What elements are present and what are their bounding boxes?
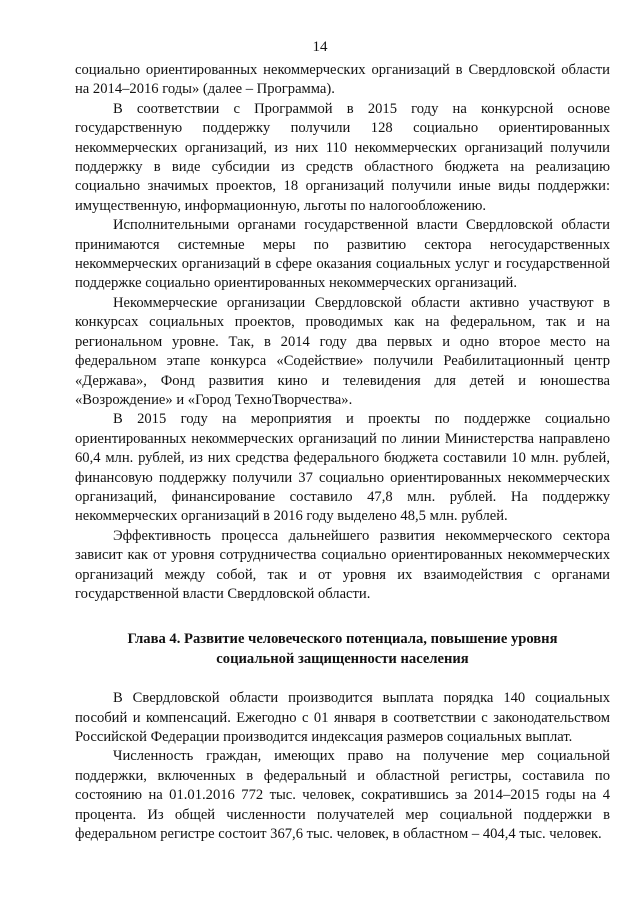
paragraph-contests: Некоммерческие организации Свердловской области активно участвуют в конкурсах социальных проектов, проводимых как на федеральном, так и на региональном уровне. Так, в 2014 году два первых и одно второе место на федеральном этапе конкурса «Содействие» получили Реабилитационный центр «Держава», Фонд развития кино и телевидения для детей и юношества «Возрождение» и «Город ТехноТворчества».	[75, 294, 610, 408]
paragraph-continuation: социально ориентированных некоммерческих организаций в Свердловской области на 2014–2016 годы» (далее – Программа).	[75, 62, 610, 98]
chapter-heading-line-1: Глава 4. Развитие человеческого потенциала, повышение уровня	[127, 631, 558, 648]
chapter-heading-line-2: социальной защищенности населения	[216, 650, 469, 667]
section-before-chapter	[75, 61, 610, 604]
paragraph-funding-2015: В 2015 году на мероприятия и проекты по поддержке социально ориентированных некоммерческих организаций по линии Министерства направлено 60,4 млн. рублей, из них средства федерального бюджета составили 10 млн. рублей, финансовую поддержку получили 37 социально ориентированных некоммерческих организаций, финансирование составило 47,8 млн. рублей. На поддержку некоммерческих организаций в 2016 году выделено 48,5 млн. рублей.	[75, 411, 610, 525]
chapter-heading	[75, 630, 610, 669]
paragraph-social-payments: В Свердловской области производится выплата порядка 140 социальных пособий и компенсаций. Ежегодно с 01 января в соответствии с законодательством Российской Федерации производится индексация размеров социальных выплат.	[75, 690, 610, 745]
page-number: 14	[312, 39, 328, 55]
paragraph-efficiency: Эффективность процесса дальнейшего развития некоммерческого сектора зависит как от уровня сотрудничества социально ориентированных некоммерческих организаций между собой, так и от уровня их взаимодействия с органами государственной власти Свердловской области.	[75, 527, 610, 602]
paragraph-executive-bodies: Исполнительными органами государственной власти Свердловской области принимаются системные меры по развитию сектора негосударственных некоммерческих организаций в сфере оказания социальных услуг и государственной поддержке социально ориентированных некоммерческих организаций.	[75, 217, 610, 292]
document-body	[75, 61, 610, 844]
paragraph-registry-numbers: Численность граждан, имеющих право на получение мер социальной поддержки, включенных в федеральный и областной регистры, составила по состоянию на 01.01.2016 772 тыс. человек, сократившись за 2014–2015 годы на 4 процента. Из общей численности получателей мер социальной поддержки в федеральном регистре состоит 367,6 тыс. человек, в областном – 404,4 тыс. человек.	[75, 748, 610, 843]
section-after-chapter	[75, 689, 610, 844]
paragraph-program-support: В соответствии с Программой в 2015 году на конкурсной основе государственную поддержку получили 128 социально ориентированных некоммерческих организаций, из них 110 некоммерческих организаций получили поддержку в виде субсидии из средств областного бюджета на реализацию социально значимых проектов, 18 организаций получили иные виды поддержки: имущественную, информационную, льготы по налогообложению.	[75, 100, 610, 214]
